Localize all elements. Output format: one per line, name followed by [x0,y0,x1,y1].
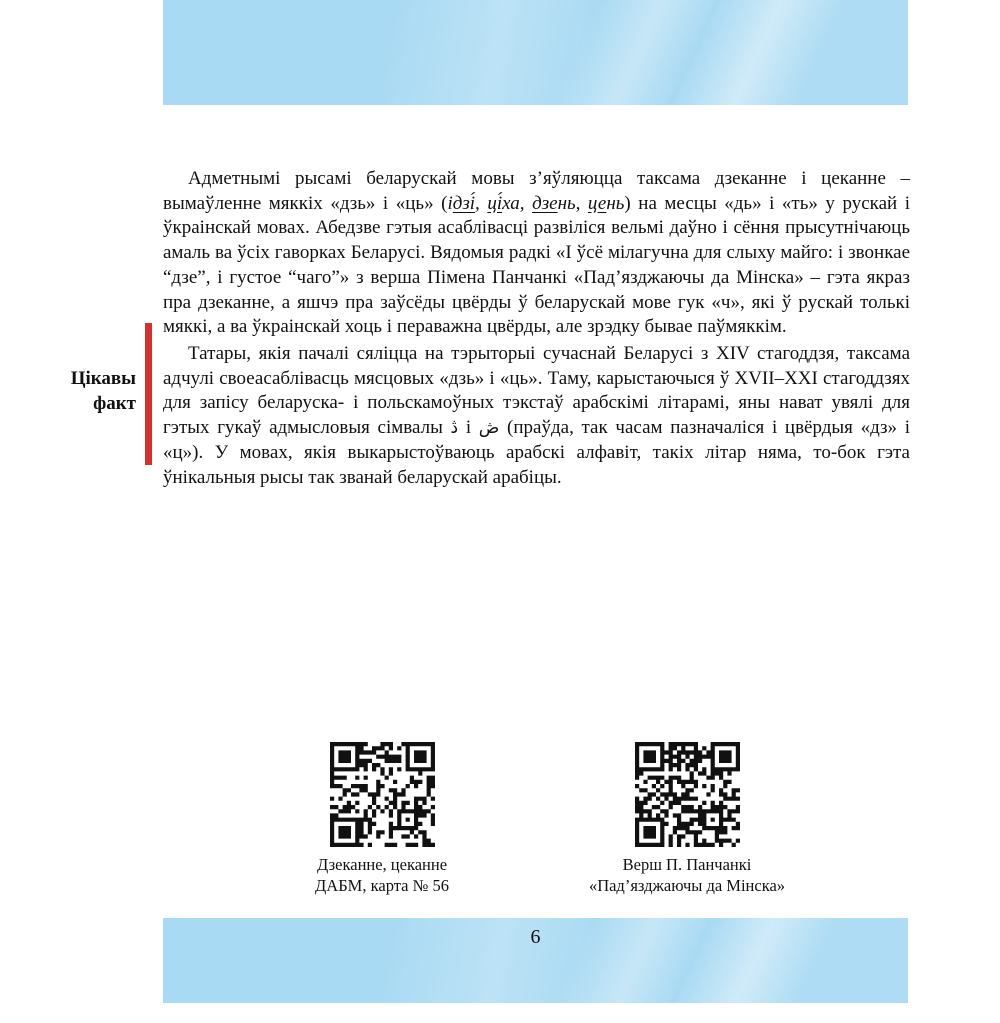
qr-caption-line: Дзеканне, цеканне [316,855,448,874]
fact-paragraph: Татары, якія пачалі сяліцца на тэрыторыі сучаснай Беларусі з XIV стагоддзя, таксама адчулі своеасаблівасць мясцовых «дзь» і «ць». Таму, карыстаючыся ў XVII–XXI стагоддзях для запісу беларуска- і польскамоўных тэкстаў арабскімі літарамі, яны нават увялі для гэтых гукаў адмысловыя сімвалы ڎ і ڞ (праўда, так часам пазначаліся і цвёрдыя «дз» і «ц»). У мовах, якія выкарыстоўваюць арабскі алфавіт, такіх літар няма, то-бок гэта ўнікальныя рысы так званай беларускай арабіцы. [163,343,910,488]
main-paragraph: Адметнымі рысамі беларускай мовы з’яўляюцца таксама дзеканне і цеканне – вымаўленне мяккіх «дзь» і «ць» (ідзі́, ці́ха, дзень, цень) на месцы «дь» і «ть» у рускай і ўкраінскай мовах. Абедзве гэтыя асаблівасці развіліся вельмі даўно і сёння прысутнічаюць амаль ва ўсіх гаворках Беларусі. Вядомыя радкі «І ўсё мілагучна для слыху майго: і звонкае “дзе”, і густое “чаго”» з верша Пімена Панчанкі «Пад’язджаючы да Мінска» – гэта якраз пра дзеканне, а яшчэ пра заўсёды цвёрды ў беларускай мове гук «ч», які ў рускай толькі мяккі, а ва ўкраінскай хоць і пераважна цвёрды, але зрэдку бывае паўмяккім. [163,168,911,338]
qr-caption-line: «Пад’язджаючы да Мінска» [588,876,786,895]
fact-accent-bar [145,323,152,465]
fact-label [36,366,136,416]
qr-caption-dzekanne [272,854,492,896]
fact-label-line2: факт [93,393,136,414]
qr-caption-line: ДАБМ, карта № 56 [315,876,449,895]
qr-caption-line: Верш П. Панчанкі [622,855,752,874]
qr-caption-versh [567,854,807,896]
page-number: 6 [530,926,541,948]
qr-code-versh [635,742,740,847]
qr-block-dzekanne [272,742,492,896]
qr-code-dzekanne [330,742,435,847]
decorative-header-band [163,0,908,105]
fact-label-line1: Цікавы [70,368,136,389]
qr-block-versh [567,742,807,896]
